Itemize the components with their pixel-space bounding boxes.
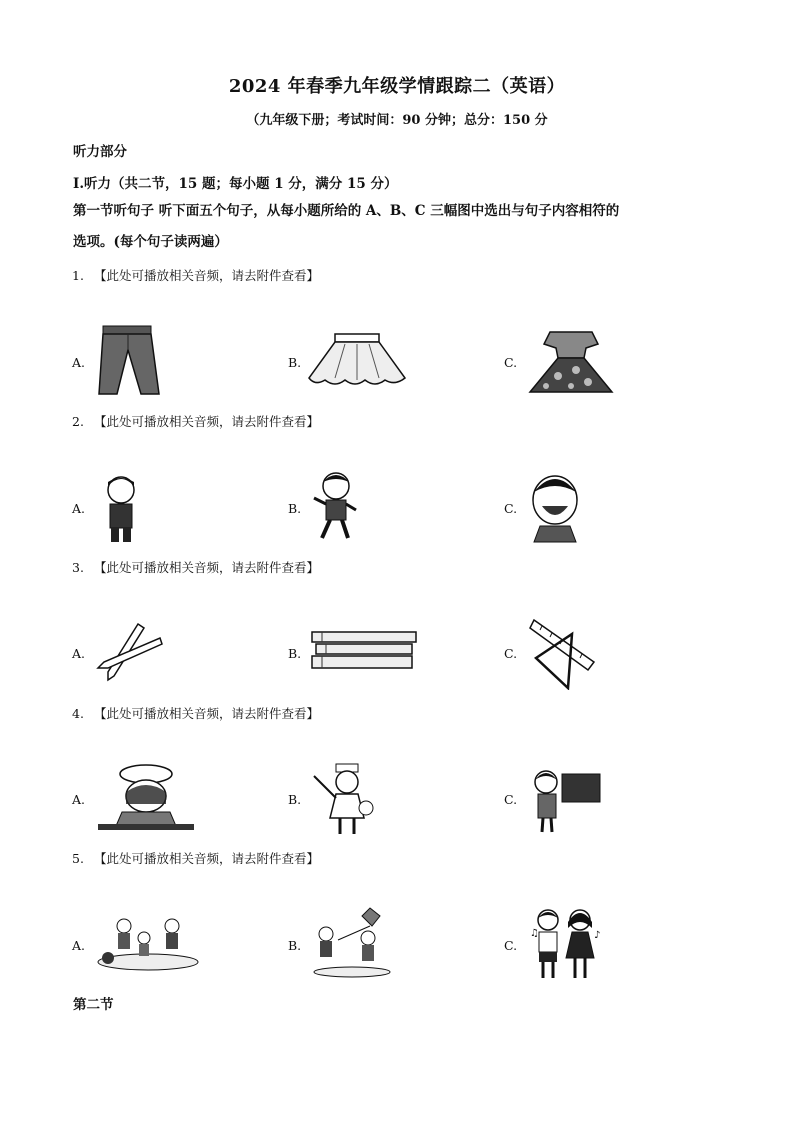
option-a[interactable]: A.: [72, 792, 86, 807]
section-part1-heading: I.听力（共二节，15 题；每小题 1 分，满分 15 分）: [73, 176, 398, 192]
option-c[interactable]: C.: [504, 355, 518, 370]
question-number: 3.: [72, 560, 84, 575]
flying-kite-image[interactable]: [312, 906, 392, 978]
question-3: [72, 558, 319, 576]
page-title: 2024 年春季九年级学情跟踪二（英语）: [228, 76, 566, 97]
instruction-line-1: 第一节听句子 听下面五个句子，从每小题所给的 A、B、C 三幅图中选出与句子内容相符的: [73, 203, 620, 219]
audio-note[interactable]: 【此处可播放相关音频，请去附件查看】: [94, 268, 320, 283]
teacher-image[interactable]: [526, 766, 602, 834]
question-number: 4.: [72, 706, 84, 721]
option-c[interactable]: C.: [504, 792, 518, 807]
exam-info: （九年级下册；考试时间：90 分钟；总分：150 分: [246, 113, 548, 128]
audio-note[interactable]: 【此处可播放相关音频，请去附件查看】: [94, 706, 320, 721]
svg-text:♪: ♪: [594, 930, 601, 941]
question-number: 1.: [72, 268, 84, 283]
laughing-boy-image[interactable]: [528, 472, 582, 544]
question-number: 5.: [72, 851, 84, 866]
boy-running-image[interactable]: [312, 470, 358, 542]
books-image[interactable]: [310, 630, 420, 672]
option-a[interactable]: A.: [72, 355, 86, 370]
dress-image[interactable]: [528, 328, 614, 396]
option-c[interactable]: C.: [504, 646, 518, 661]
ruler-set-image[interactable]: [528, 618, 598, 690]
section-part2-heading: 第二节: [73, 997, 114, 1013]
audio-note[interactable]: 【此处可播放相关音频，请去附件查看】: [94, 560, 320, 575]
audio-note[interactable]: 【此处可播放相关音频，请去附件查看】: [94, 851, 320, 866]
option-a[interactable]: A.: [72, 646, 86, 661]
cook-image[interactable]: [96, 764, 196, 834]
audio-note[interactable]: 【此处可播放相关音频，请去附件查看】: [94, 414, 320, 429]
option-b[interactable]: B.: [288, 355, 302, 370]
option-c[interactable]: C.: [504, 938, 518, 953]
svg-text:♫: ♫: [530, 928, 539, 939]
pencils-image[interactable]: [94, 620, 164, 682]
question-4: [72, 704, 319, 722]
singing-kids-image[interactable]: [528, 908, 604, 980]
nurse-image[interactable]: [310, 762, 376, 836]
question-5: [72, 849, 319, 867]
boy-in-suit-image[interactable]: [98, 474, 144, 544]
option-c[interactable]: C.: [504, 501, 518, 516]
section-instruction: [73, 196, 733, 258]
question-1: [72, 266, 319, 284]
question-number: 2.: [72, 414, 84, 429]
option-b[interactable]: B.: [288, 646, 302, 661]
option-b[interactable]: B.: [288, 938, 302, 953]
question-2: [72, 412, 319, 430]
option-a[interactable]: A.: [72, 501, 86, 516]
skirt-image[interactable]: [305, 332, 409, 388]
option-b[interactable]: B.: [288, 792, 302, 807]
option-a[interactable]: A.: [72, 938, 86, 953]
trousers-image[interactable]: [95, 324, 161, 396]
picnic-image[interactable]: [94, 914, 200, 972]
instruction-line-2: 选项。(每个句子读两遍）: [73, 234, 228, 250]
option-b[interactable]: B.: [288, 501, 302, 516]
section-listening: 听力部分: [73, 144, 127, 160]
